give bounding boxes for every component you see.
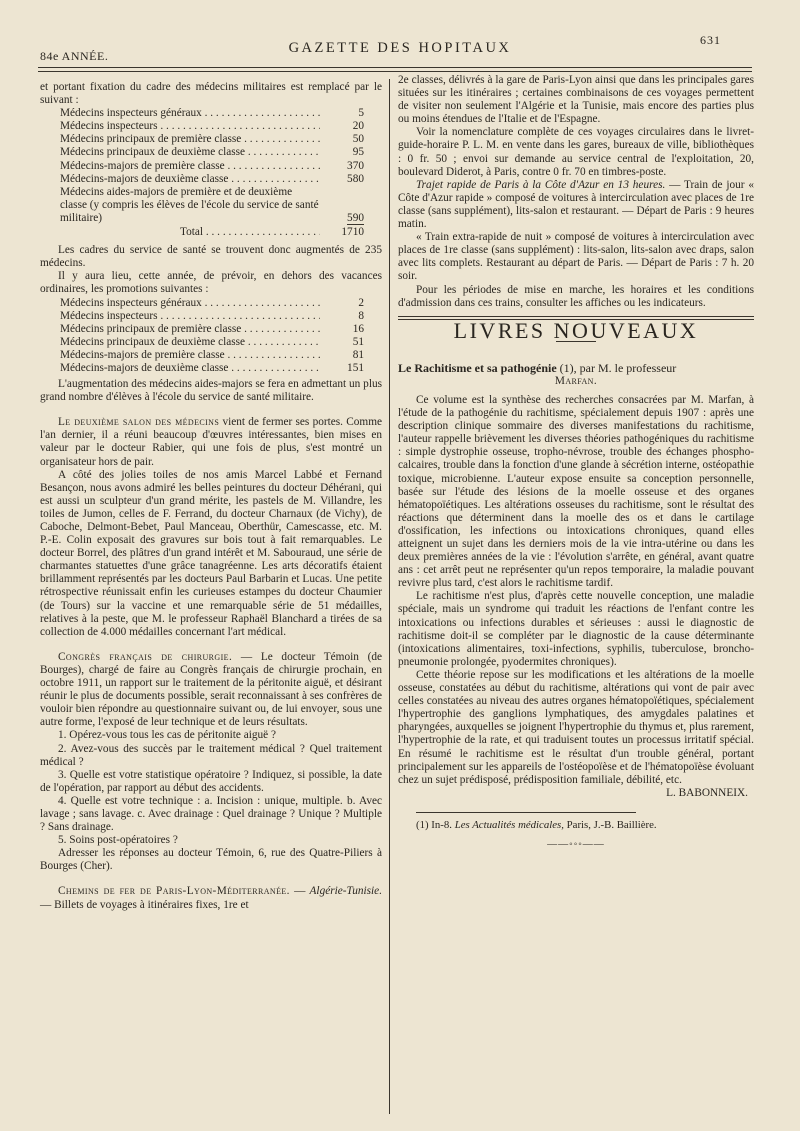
table-row: Médecins principaux de deuxième classe . . . 95 (40, 146, 382, 159)
column-divider (389, 79, 390, 1114)
table-row: Médecins principaux de première classe . . . 16 (40, 323, 382, 336)
paragraph: Ce volume est la synthèse des recherches consacrées par M. Marfan, à l'étude de la pathogénie du rachitisme, spécialement depuis 1907 : après une description clinique sommaire des diverses manifestations du rachitisme, l'auteur rappelle brièvement les diverses théories pathogéniques du rachitisme : simple dystrophie osseuse, tropho-névrose, trouble des échanges phospho-calcaires, trouble dans la fonction d'une glande à sécrétion interne, ostéopathie toxique, microbienne. L'auteur expose ensuite sa conception personnelle, basée sur l'étude des lésions de la moelle osseuse et des organes hématopoïétiques. Les altérations osseuses du rachitisme, sont le résultat des réactions que déterminent dans la moelle des os et dans le cartilage d'ossification, les infections ou intoxications chroniques, quand elles atteignent un sujet dans les derniers mois de la vie intra-utérine ou dans les deux premières années de la vie : l'évolution s'arrête, en général, avant quatre ans : cet arrêt peut ne représenter qu'un repos temporaire, la maladie pouvant revivre plus tard, c'est alors le rachitisme tardif. (398, 393, 754, 590)
cadre-table (40, 107, 382, 239)
table-row: Médecins principaux de première classe . . . 50 (40, 133, 382, 146)
salon-heading: Le deuxième salon des médecins (58, 416, 220, 429)
left-column (40, 81, 382, 912)
right-column (398, 74, 754, 851)
paragraph: 2e classes, délivrés à la gare de Paris-Lyon ainsi que dans les principales gares situées sur les itinéraires ; certaines combinaisons de ces voyages permettent de visiter non seulement l'Algérie et la Tunisie, mais encore des parties plus ou moins étendues de l'Italie et de l'Espagne. (398, 74, 754, 126)
list-item: 5. Soins post-opératoires ? (58, 834, 178, 847)
table-row: Médecins principaux de deuxième classe . . . 51 (40, 336, 382, 349)
table-row: Médecins inspecteurs . . . 8 (40, 310, 382, 323)
list-item: 3. Quelle est votre statistique opératoire ? Indiquez, si possible, la date de l'opération, par rapport au début des accidents. (40, 768, 382, 794)
table-row: Médecins-majors de deuxième classe . . . 580 (40, 173, 382, 186)
table-row: Médecins-majors de première classe . . . 81 (40, 349, 382, 362)
header-rule-thin (38, 71, 752, 72)
paragraph: Trajet rapide de Paris à la Côte d'Azur en 13 heures. — Train de jour « Côte d'Azur rapide » composé de voitures à intercirculation avec places de 1re classe (sans supplément), lits-salon et restaurant. — Départ de Paris : 9 heures matin. (398, 178, 754, 231)
paragraph: A côté des jolies toiles de nos amis Marcel Labbé et Fernand Besançon, nous avons admiré les belles peintures du docteur Déhérani, qui est aussi un sculpteur d'un grand mérite, les pastels de M. Villandre, les toiles de Jumon, celles de F. Ferrand, du docteur Charnaux (de Vichy), de Caboche, Delmont-Bebet, Paul Manceau, Oberthür, Camescasse, etc. M. P.-E. Colin exposait des gravures sur bois tout à fait remarquables. Le docteur Borrel, des plâtres d'un grand intérêt et M. Sabouraud, une série de charmantes statuettes d'une grâce tanagréenne. Les arts décoratifs étaient brillamment représentés par les docteurs Paul Barbarin et Lucas. Une petite rétrospective réunissait enfin les curieuses estampes du docteur Chaumier (de Tours) sur la vaccine et une remarquable série de 51 médailles, relatives à la peste, que M. le professeur Raphaël Blanchard a tirées de sa collection de 4.000 médailles concernant l'art médical. (40, 468, 382, 638)
table-total: Total . . . 1710 (40, 226, 382, 239)
paragraph: L'augmentation des médecins aides-majors se fera en admettant un plus grand nombre d'élèves à l'école du service de santé militaire. (40, 378, 382, 404)
paragraph: Cette théorie repose sur les modifications et les altérations de la moelle osseuse, constatées au début du rachitisme, altérations qui vont de pair avec celles constatées au niveau des autres organes hématopoïétiques, spécialement l'hypertrophie des ganglions lymphatiques, des amygdales palatines et pharyngées, auxquelles se joignent l'hypertrophie du thymus et, plus rarement, l'hypertrophie de la rate, et qui traduisent toutes un processus irritatif spécial. En résumé le rachitisme est le résultat d'un trouble général, portant principalement sur les appareils de l'ostéopoïèse et de l'hématopoïèse évoluant chez un sujet prédisposé, prédisposition familiale, débilité, etc. (398, 668, 754, 786)
book-author: Marfan. (554, 374, 598, 387)
ornament: ——◦◦◦—— (547, 838, 605, 850)
congres-article: Congrès français de chirurgie. — Le docteur Témoin (de Bourges), chargé de faire au Congrès français de chirurgie prochain, en octobre 1911, un rapport sur le traitement de la péritonite aiguë, et désirant réunir le plus de documents possible, serait reconnaissant à ses confrères de vouloir bien répondre au questionnaire suivant ou, de lui envoyer, sous une autre forme, l'exposé de leur technique et de leurs résultats. (40, 650, 382, 729)
table-row: Médecins inspecteurs généraux . . . 2 (40, 297, 382, 310)
paragraph: Adresser les réponses au docteur Témoin, 6, rue des Quatre-Piliers à Bourges (Cher). (40, 847, 382, 873)
page-number: 631 (700, 33, 721, 47)
list-item: 1. Opérez-vous tous les cas de péritonite aiguë ? (58, 729, 277, 742)
questionnaire (40, 729, 382, 847)
paragraph: Voir la nomenclature complète de ces voyages circulaires dans le livret-guide-horaire P. L. M. en vente dans les gares, bureaux de ville, bibliothèques : 0 fr. 50 ; envoi sur demande au service central de l'exploitation, 20, boulevard Diderot, à Paris, contre 0 fr. 70 en timbres-poste. (398, 126, 754, 178)
table-row: Médecins inspecteurs généraux . . . 5 (40, 107, 382, 120)
year-label: 84e ANNÉE. (40, 49, 109, 63)
promotions-table (40, 297, 382, 376)
salon-article: Le deuxième salon des médecins vient de fermer ses portes. Comme l'an dernier, il a réuni beaucoup d'œuvres intéressantes, bien mises en valeur par le docteur Rabier, qui une fois de plus, s'est montré un organisateur hors de pair. (40, 416, 383, 468)
book-heading: Le Rachitisme et sa pathogénie (1), par M. le professeur (398, 360, 677, 375)
paragraph: Pour les périodes de mise en marche, les horaires et les conditions d'admission dans ces trains, consulter les affiches ou les indicateurs. (398, 283, 754, 309)
footnote: (1) In-8. Les Actualités médicales, Paris, J.-B. Baillière. (416, 818, 657, 831)
table-row: Médecins inspecteurs . . . 20 (40, 120, 382, 133)
header-rule (38, 67, 752, 68)
section-title: LIVRES NOUVEAUX (453, 317, 699, 343)
list-item: 2. Avez-vous des succès par le traitement médical ? Quel traitement médical ? (40, 742, 382, 768)
train-heading: Trajet rapide de Paris à la Côte d'Azur en 13 heures. (416, 178, 666, 191)
congres-heading: Congrès français de chirurgie. (58, 650, 233, 663)
book-title: Le Rachitisme et sa pathogénie (398, 360, 557, 375)
signature: L. BABONNEIX. (666, 786, 748, 799)
chemins-article: Chemins de fer de Paris-Lyon-Méditerranée. — Algérie-Tunisie. — Billets de voyages à itinéraires fixes, 1re et (40, 885, 383, 911)
table-row: Médecins-majors de première classe . . . 370 (40, 160, 382, 173)
paragraph: Les cadres du service de santé se trouvent donc augmentés de 235 médecins. (40, 244, 382, 270)
chemins-heading: Chemins de fer de Paris-Lyon-Méditerranée. (58, 885, 290, 898)
section-rule (398, 316, 754, 317)
table-row: Médecins-majors de deuxième classe . . . 151 (40, 362, 382, 375)
chemins-subheading: Algérie-Tunisie. (309, 885, 383, 898)
list-item: 4. Quelle est votre technique : a. Incision : unique, multiple. b. Avec lavage ; sans lavage. c. Avec drainage : Quel drainage ? Unique ? Multiple ? Sans drainage. (40, 794, 382, 834)
intro-paragraph: et portant fixation du cadre des médecins militaires est remplacé par le suivant : (40, 81, 382, 107)
paragraph: Il y aura lieu, cette année, de prévoir, en dehors des vacances ordinaires, les promotions suivantes : (40, 270, 382, 296)
footnote-rule (416, 812, 636, 813)
table-row: Médecins aides-majors de première et de deuxième classe (y compris les élèves de l'école du service de santé militaire) 590 (60, 185, 364, 224)
paragraph: « Train extra-rapide de nuit » composé de voitures à intercirculation avec places de 1re classe (sans supplément) : lits-salon, lits-salon avec draps, salon avec lits complets. Restaurant au départ de Paris. — Départ de Paris : 7 h. 20 soir. (398, 231, 754, 283)
journal-title: GAZETTE DES HOPITAUX (288, 40, 512, 56)
paragraph: Le rachitisme n'est plus, d'après cette nouvelle conception, une maladie spéciale, mais un syndrome qui traduit les réactions de l'enfant contre les intoxications ou infections durables et sérieuses : aussi le diagnostic de rachitisme doit-il se compléter par le diagnostic de la cause déterminante (intoxications alimentaires, toxi-infections, syphilis, tuberculose, broncho-pneumonie prolongée, pyodermites chroniques). (398, 590, 754, 668)
